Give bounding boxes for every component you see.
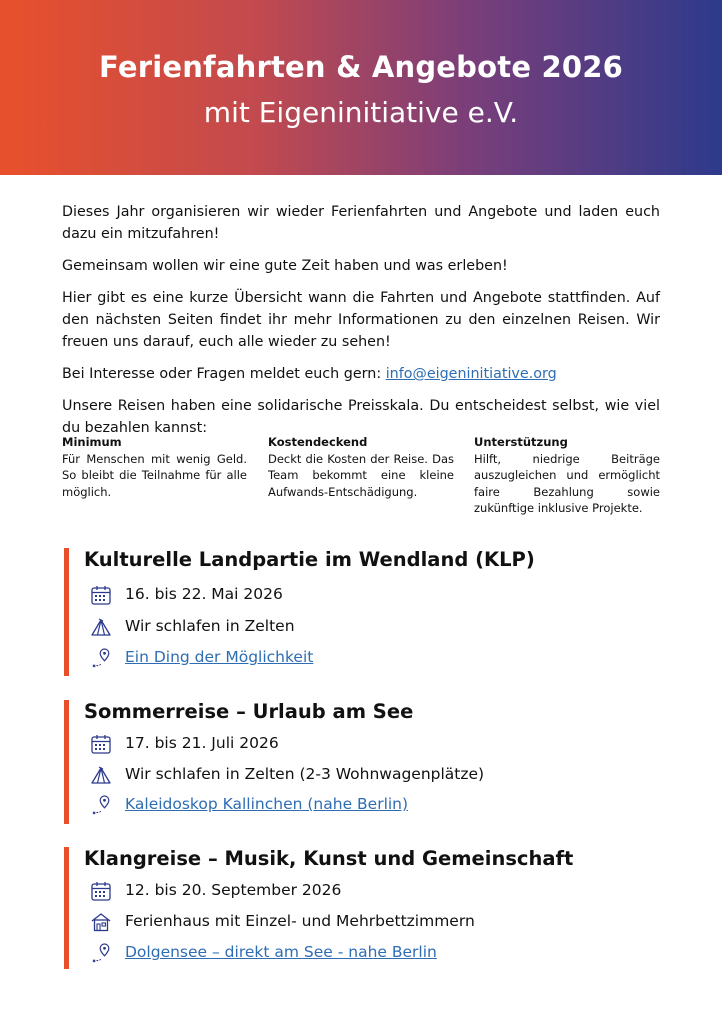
intro-text — [62, 201, 660, 449]
trip-title: Kulturelle Landpartie im Wendland (KLP) — [84, 548, 535, 571]
trip-lodging: Wir schlafen in Zelten — [125, 617, 295, 635]
trip-location-link[interactable]: Ein Ding der Möglichkeit — [125, 648, 314, 666]
trip-date: 12. bis 20. September 2026 — [125, 881, 342, 899]
price-tier-minimum — [62, 434, 247, 500]
price-tier-title: Unterstützung — [474, 435, 568, 449]
map-pin-route-icon — [90, 942, 112, 964]
trip-date: 17. bis 21. Juli 2026 — [125, 734, 279, 752]
map-pin-route-icon — [90, 647, 112, 669]
trip-date: 16. bis 22. Mai 2026 — [125, 585, 283, 603]
header-banner — [0, 0, 722, 175]
intro-paragraph: Dieses Jahr organisieren wir wieder Ferienfahrten und Angebote und laden euch dazu ein mitzufahren! — [62, 204, 660, 242]
trip-lodging: Ferienhaus mit Einzel- und Mehrbettzimmern — [125, 912, 475, 930]
intro-paragraph: Unsere Reisen haben eine solidarische Preisskala. Du entscheidest selbst, wie viel du bezahlen kannst: — [62, 398, 660, 436]
trip-location-link[interactable]: Dolgensee – direkt am See - nahe Berlin — [125, 943, 437, 961]
price-tier-kostendeckend — [268, 434, 454, 500]
tent-icon — [90, 616, 112, 638]
map-pin-route-icon — [90, 794, 112, 816]
trip-section — [64, 847, 664, 969]
trip-lodging: Wir schlafen in Zelten (2-3 Wohnwagenplätze) — [125, 765, 485, 783]
price-tier-text: Deckt die Kosten der Reise. Das Team bekommt eine kleine Aufwands-Entschädigung. — [268, 451, 454, 499]
accent-bar — [64, 847, 69, 969]
trip-section — [64, 548, 664, 676]
trip-location-link[interactable]: Kaleidoskop Kallinchen (nahe Berlin) — [125, 795, 409, 813]
contact-text: Bei Interesse oder Fragen meldet euch gern: — [62, 366, 386, 382]
page-subtitle: mit Eigeninitiative e.V. — [203, 96, 519, 129]
price-tier-title: Kostendeckend — [268, 435, 368, 449]
calendar-icon — [90, 733, 112, 755]
tent-icon — [90, 764, 112, 786]
price-tier-text: Hilft, niedrige Beiträge auszugleichen und ermöglicht faire Bezahlung sowie zukünftige inklusive Projekte. — [474, 451, 660, 515]
intro-paragraph: Gemeinsam wollen wir eine gute Zeit haben und was erleben! — [62, 258, 508, 274]
accent-bar — [64, 548, 69, 676]
trip-title: Klangreise – Musik, Kunst und Gemeinschaft — [84, 847, 574, 870]
contact-paragraph — [62, 363, 660, 385]
trip-title: Sommerreise – Urlaub am See — [84, 700, 414, 723]
trip-section — [64, 700, 664, 824]
email-link[interactable]: info@eigeninitiative.org — [385, 366, 557, 382]
calendar-icon — [90, 880, 112, 902]
intro-paragraph: Hier gibt es eine kurze Übersicht wann die Fahrten und Angebote stattfinden. Auf den nächsten Seiten findet ihr mehr Informationen zu den einzelnen Reisen. Wir freuen uns darauf, euch alle wieder zu sehen! — [62, 290, 660, 350]
price-tier-text: Für Menschen mit wenig Geld. So bleibt die Teilnahme für alle möglich. — [62, 451, 247, 499]
accent-bar — [64, 700, 69, 824]
page-title: Ferienfahrten & Angebote 2026 — [99, 50, 623, 84]
price-tier-unterstuetzung — [474, 434, 660, 517]
calendar-icon — [90, 584, 112, 606]
house-icon — [90, 911, 112, 933]
price-tier-title: Minimum — [62, 435, 122, 449]
